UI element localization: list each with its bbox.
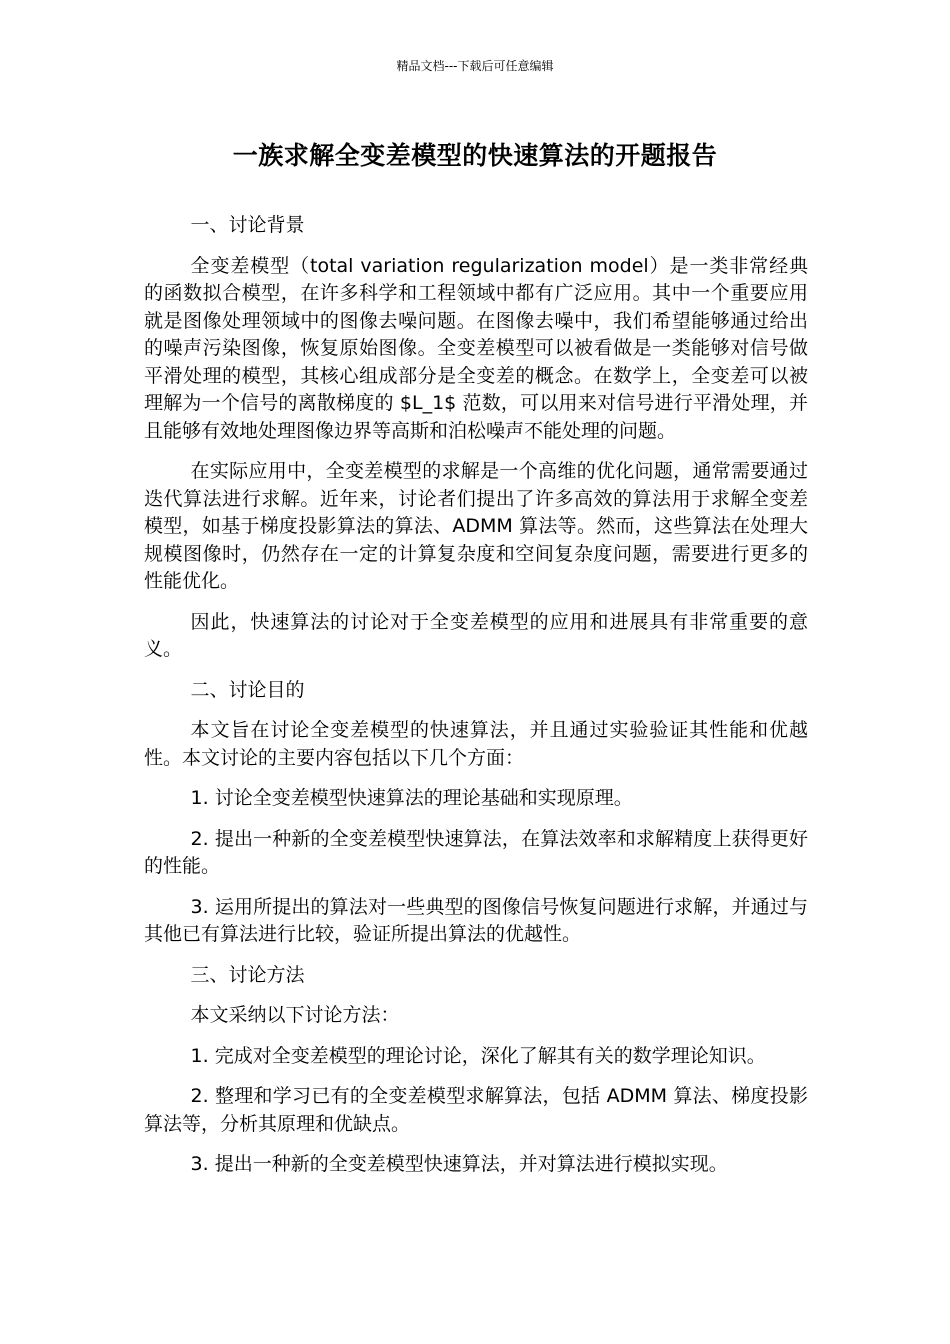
paragraph: 全变差模型（total variation regularization model）是一类非常经典的函数拟合模型，在许多科学和工程领域中都有广泛应用。其中一个重要应用就是图像处理领域中的图像去噪问题。在图像去噪中，我们希望能够通过给出的噪声污染图像，恢复原始图像。全变差模型可以被看做是一类能够对信号做平滑处理的模型，其核心组成部分是全变差的概念。在数学上，全变差可以被理解为一个信号的离散梯度的 $L_1$ 范数，可以用来对信号进行平滑处理，并且能够有效地处理图像边界等高斯和泊松噪声不能处理的问题。 xyxy=(144,254,808,442)
paragraph: 本文采纳以下讨论方法： xyxy=(190,1004,400,1026)
list-item: 1. 完成对全变差模型的理论讨论，深化了解其有关的数学理论知识。 xyxy=(190,1044,766,1067)
paragraph: 本文旨在讨论全变差模型的快速算法，并且通过实验验证其性能和优越性。本文讨论的主要内容包括以下几个方面： xyxy=(144,719,808,769)
header-note: 精品文档---下载后可任意编辑 xyxy=(396,59,554,73)
list-item: 3. 运用所提出的算法对一些典型的图像信号恢复问题进行求解，并通过与其他已有算法进行比较，验证所提出算法的优越性。 xyxy=(144,895,808,945)
section-heading-background: 一、讨论背景 xyxy=(190,214,305,236)
list-item: 3. 提出一种新的全变差模型快速算法，并对算法进行模拟实现。 xyxy=(190,1153,728,1175)
list-item: 2. 整理和学习已有的全变差模型求解算法，包括 ADMM 算法、梯度投影算法等，分析其原理和优缺点。 xyxy=(144,1085,808,1135)
section-heading-method: 三、讨论方法 xyxy=(190,963,305,986)
document-title: 一族求解全变差模型的快速算法的开题报告 xyxy=(232,141,718,170)
list-item: 2. 提出一种新的全变差模型快速算法，在算法效率和求解精度上获得更好的性能。 xyxy=(144,827,808,877)
paragraph: 在实际应用中，全变差模型的求解是一个高维的优化问题，通常需要通过迭代算法进行求解。近年来，讨论者们提出了许多高效的算法用于求解全变差模型，如基于梯度投影算法的算法、ADMM 算法等。然而，这些算法在处理大规模图像时，仍然存在一定的计算复杂度和空间复杂度问题，需要进行更多的性能优化。 xyxy=(144,460,808,592)
document-body xyxy=(144,212,808,1192)
section-heading-purpose: 二、讨论目的 xyxy=(190,678,305,701)
paragraph: 因此，快速算法的讨论对于全变差模型的应用和进展具有非常重要的意义。 xyxy=(144,610,808,660)
list-item: 1. 讨论全变差模型快速算法的理论基础和实现原理。 xyxy=(190,787,633,809)
